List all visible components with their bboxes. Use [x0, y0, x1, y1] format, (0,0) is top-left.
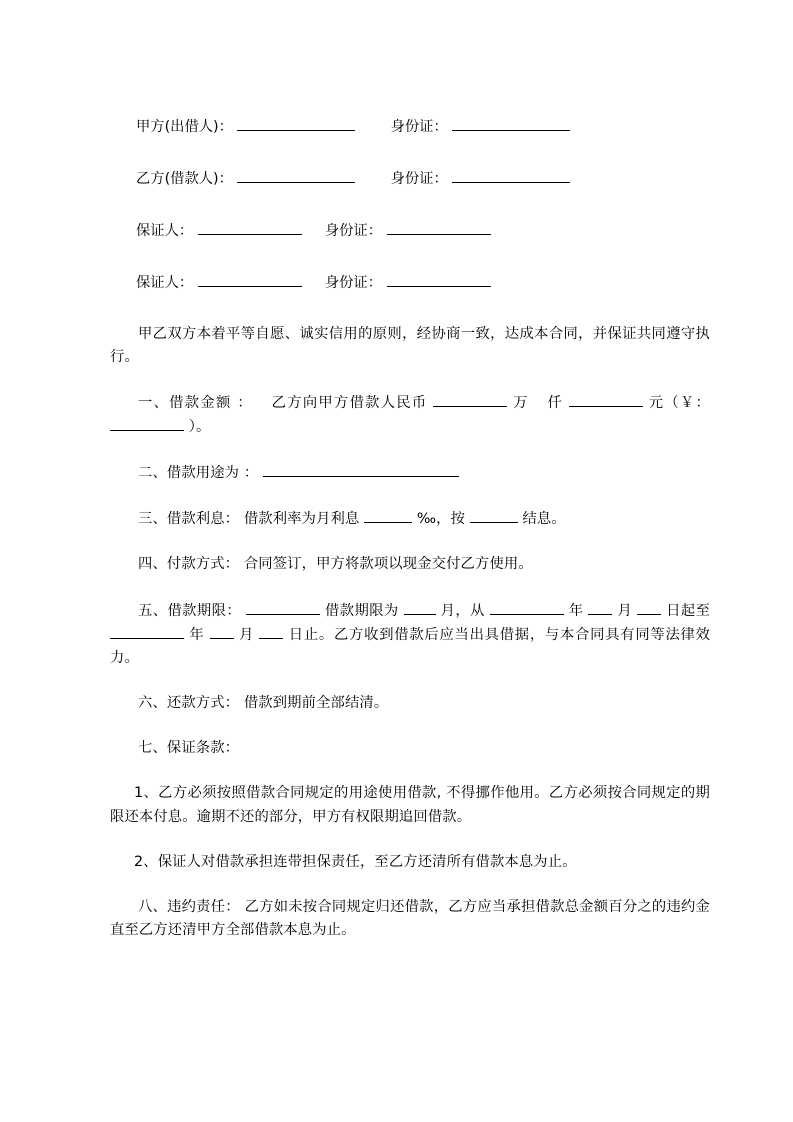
- clause-1-text-3: 仟: [547, 394, 564, 411]
- party-a-id-label: 身份证：: [390, 119, 448, 135]
- clause-7-item-2: 2、保证人对借款承担连带担保责任，至乙方还清所有借款本息为止。: [134, 853, 577, 870]
- settlement-period-blank[interactable]: [470, 507, 518, 523]
- clause-7-guarantee-heading: 七、保证条款：: [138, 740, 240, 757]
- clause-5-label: 五、借款期限：: [138, 602, 242, 619]
- clause-2-label: 二、借款用途为 ：: [138, 465, 259, 482]
- party-a-id-blank[interactable]: [452, 115, 570, 131]
- signature-row-party-a: [110, 115, 710, 139]
- clause-5-text-8: 日止。乙方收到借款后应当出具借据，与本合同具有同等法律效力。: [110, 626, 711, 666]
- start-month-blank[interactable]: [588, 599, 612, 615]
- party-b-label: 乙方(借款人)：: [136, 170, 233, 187]
- clause-1-text-5: ）。: [188, 418, 211, 435]
- clause-5-text-3: 年: [568, 602, 584, 619]
- loan-purpose-blank[interactable]: [263, 461, 459, 477]
- guarantor-1-id-label: 身份证：: [324, 222, 383, 239]
- clause-5-text-7: 月: [239, 626, 255, 643]
- term-months-blank[interactable]: [404, 599, 436, 615]
- signature-row-party-b: [110, 167, 710, 191]
- clause-5-text-2: 月，从: [440, 602, 485, 619]
- clause-4-label: 四、付款方式：: [138, 556, 240, 573]
- party-a-name-blank[interactable]: [237, 115, 355, 131]
- clause-3-text-2: ‰，按: [416, 511, 466, 528]
- clause-3-text-1: 借款利率为月利息: [243, 511, 360, 528]
- end-year-blank[interactable]: [110, 623, 184, 639]
- clause-4-payment-method: [110, 553, 710, 576]
- clause-1-text-2: 万: [513, 394, 529, 411]
- clause-5-text-5: 日起至: [666, 602, 711, 619]
- clause-5-loan-term: [110, 599, 710, 670]
- party-a-label: 甲方(出借人)：: [136, 119, 233, 135]
- clause-1-label: 一、借款金额 ：: [138, 394, 253, 411]
- clause-1-text-4: 元（￥：: [648, 394, 710, 411]
- amount-numeric-blank[interactable]: [110, 415, 184, 431]
- clause-5-text-1: 借款期限为: [325, 602, 399, 619]
- clause-7-item-1: 1、乙方必须按照借款合同规定的用途使用借款, 不得挪作他用。乙方必须按合同规定的期限还本付息。逾期不还的部分，甲方有权限期追回借款。: [110, 785, 710, 825]
- clause-6-text: 借款到期前全部结清。: [243, 695, 389, 712]
- guarantor-2-id-label: 身份证：: [324, 274, 383, 291]
- guarantor-1-label: 保证人：: [136, 222, 194, 239]
- end-month-blank[interactable]: [210, 623, 234, 639]
- clause-3-text-3: 结息。: [522, 511, 566, 528]
- clause-3-label: 三、借款利息：: [138, 511, 240, 528]
- term-blank[interactable]: [246, 599, 320, 615]
- signature-row-guarantor-1: [110, 219, 710, 243]
- guarantor-1-name-blank[interactable]: [198, 219, 302, 235]
- clause-5-text-6: 年: [189, 626, 205, 643]
- clause-2-loan-purpose: [110, 461, 710, 485]
- clause-6-label: 六、还款方式：: [138, 695, 240, 712]
- start-year-blank[interactable]: [490, 599, 564, 615]
- guarantor-2-name-blank[interactable]: [198, 271, 302, 287]
- amount-wan-blank[interactable]: [433, 391, 507, 407]
- clause-4-text: 合同签订，甲方将款项以现金交付乙方使用。: [243, 556, 533, 573]
- guarantor-2-label: 保证人：: [136, 274, 194, 291]
- end-day-blank[interactable]: [259, 623, 283, 639]
- clause-3-interest: [110, 507, 710, 531]
- clause-8-text: 乙方如未按合同规定归还借款，乙方应当承担借款总金额百分之的违约金直至乙方还清甲方全部借款本息为止。: [110, 898, 710, 938]
- party-b-name-blank[interactable]: [237, 167, 355, 183]
- party-b-id-label: 身份证：: [390, 170, 448, 187]
- clause-6-repayment-method: [110, 692, 710, 715]
- start-day-blank[interactable]: [637, 599, 661, 615]
- clause-8-label: 八、违约责任：: [138, 898, 240, 915]
- signature-row-guarantor-2: [110, 271, 710, 295]
- clause-1-loan-amount: [110, 391, 710, 439]
- clause-8-breach-liability: [110, 896, 710, 942]
- clause-5-text-4: 月: [617, 602, 633, 619]
- document-body: [110, 115, 710, 964]
- preamble-paragraph: 甲乙双方本着平等自愿、诚实信用的原则，经协商一致，达成本合同，并保证共同遵守执行。: [110, 325, 710, 365]
- party-b-id-blank[interactable]: [452, 167, 570, 183]
- interest-rate-blank[interactable]: [364, 507, 412, 523]
- guarantor-1-id-blank[interactable]: [387, 219, 491, 235]
- amount-qian-blank[interactable]: [569, 391, 643, 407]
- clause-1-text-1: 乙方向甲方借款人民币: [271, 394, 428, 411]
- guarantor-2-id-blank[interactable]: [387, 271, 491, 287]
